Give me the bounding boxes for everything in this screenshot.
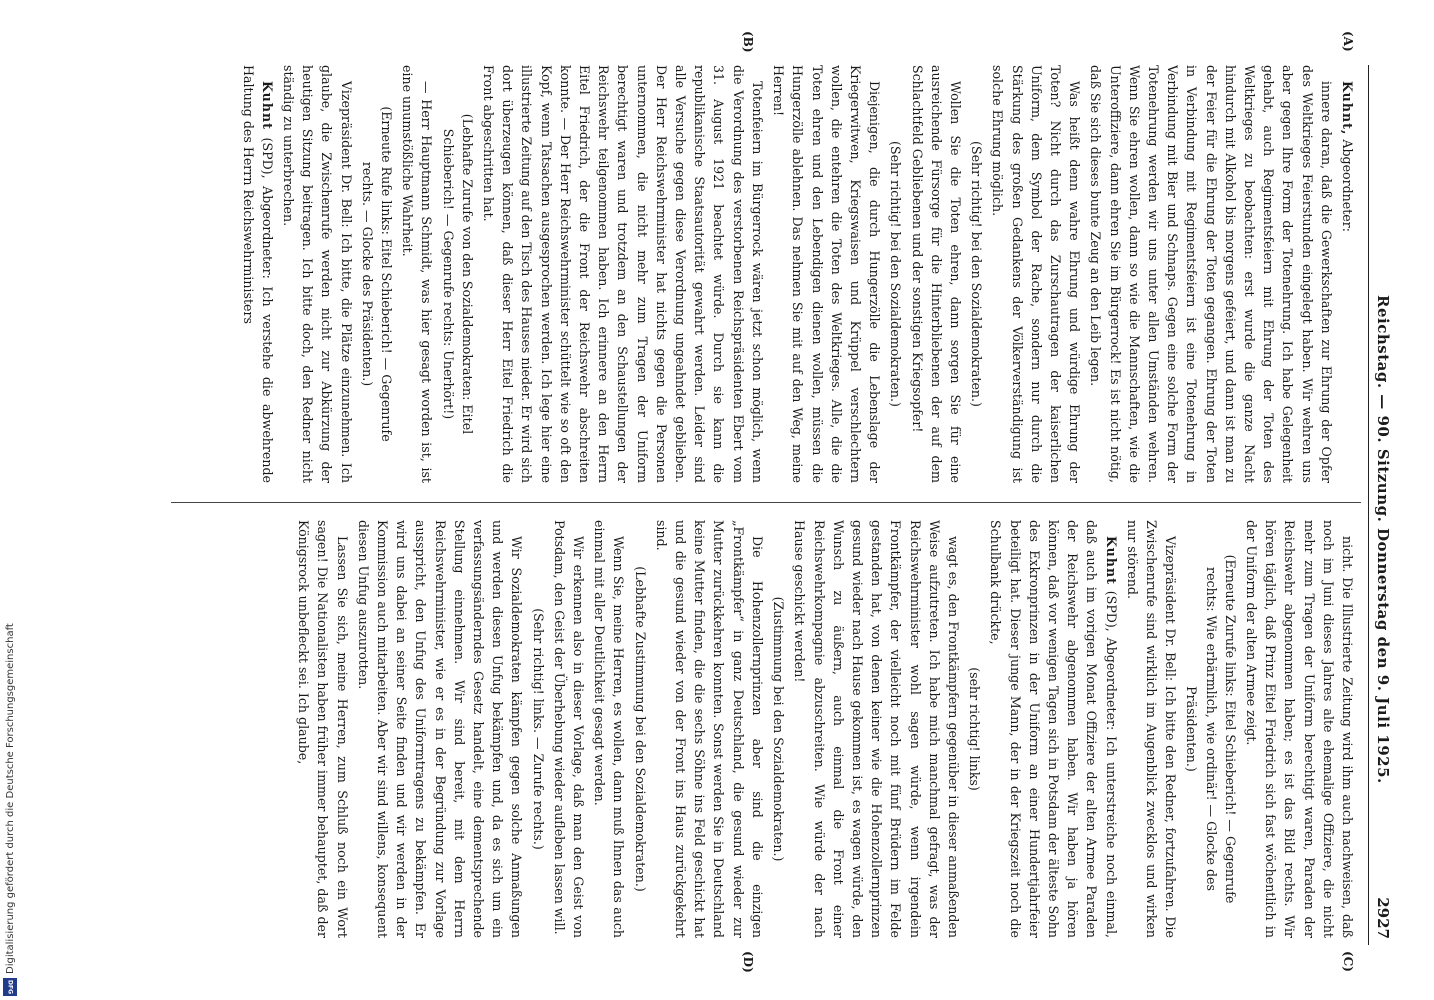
body-paragraph: — Herr Hauptmann Schmidt, was hier gesagt worden ist, ist eine unumstößliche Wahrheit. [400, 65, 435, 483]
speaker-paragraph [238, 65, 276, 483]
interjection: (Lebhafte Zurufe von den Sozialdemokraten: Eitel Schieberich! — Gegenrufe rechts: Unerhört!) [440, 113, 475, 435]
margin-marker-a: (A) [1341, 31, 1355, 52]
body-paragraph: Wir Sozialdemokraten kämpfen gegen solche Anmaßungen und werden diesen Unfug bekämpfen und, da es sich um ein verfassungsänderndes Gesetz handelt, eine dementsprechende Stellung einnehmen. Wir sind bereit, mit dem Herrn Reichswehrminister, wie er es in der Begründung zur Vorlage ausspricht, den Unfug des Uniformtragens zu bekämpfen. Er wird uns dabei an seiner Seite finden und wir werden in der Kommission auch mitarbeiten. Aber wir sind willens, konsequent diesen Unfug auszurotten. [355, 520, 525, 938]
body-paragraph: Totenfeiern im Bürgerrock wären jetzt schon möglich, wenn die Verordnung des verstorbenen Reichspräsidenten Ebert vom 31. August 1921 beachtet würde. Durch sie kann die republikanische Staatsautorität gewahrt werden. Leider sind alle Versuche gegen diese Verordnung ungeahndet geblieben. Der Herr Reichswehrminister hat nichts gegen die Personen unternommen, die nicht mehr zum Tragen der Uniform berechtigt waren und trotzdem an den Schaustellungen der Reichswehr teilgenommen haben. Ich erinnere an den Herrn Eitel Friedrich, der die Front der Reichswehr abschreiten konnte. — Der Herr Reichswehrminister schüttelt wie so oft den Kopf, wenn Tatsachen ausgesprochen werden. Ich lege hier eine illustrierte Zeitung auf den Tisch des Hauses nieder. Er wird sich dort überzeugen können, daß dieser Herr Eitel Friedrich die Front abgeschritten hat. [481, 65, 765, 483]
interjection: (sehr richtig! links) [967, 667, 983, 791]
credit-text: Digitalisierung gefördert durch die Deutsche Forschungsgemeinschaft [5, 623, 16, 974]
speaker-paragraph [986, 520, 1120, 938]
interjection: (Sehr richtig! bei den Sozialdemokraten.) [888, 141, 904, 407]
body-paragraph: Vizepräsident Dr. Bell: Ich bitte den Redner, fortzufahren. Die Zwischenrufe sind wirklich im Augenblick zwecklos und wirken nur störend. [1124, 520, 1179, 938]
rotated-newspaper-page [165, 31, 1395, 973]
speaker-role: Abgeordneter: [1340, 135, 1355, 233]
body-paragraph: nicht. Die Illustrierte Zeitung wird ihm auch nachweisen, daß noch im Juni dieses Jahres alte ehemalige Offiziere, die nicht mehr zum Tragen der Uniform berechtigt waren, Paraden der Reichswehr abgenommen haben; es ist das Bild rechts. Wir hören täglich, daß Prinz Eitel Friedrich sich fast wöchentlich in der Uniform der alten Armee zeigt. [1243, 520, 1355, 938]
interjection: (Zustimmung bei den Sozialdemokraten.) [771, 596, 787, 862]
column-divider [171, 502, 1361, 503]
body-paragraph: Wir erkennen also in dieser Vorlage, daß man den Geist von Potsdam, den Geist der Überhebung wieder aufleben lassen will. [551, 520, 587, 938]
interjection: (Erneute Zurufe links: Eitel Schieberich! — Gegenrufe rechts: Wie erbärmlich, wie ordinär! — Glocke des Präsidenten.) [1184, 554, 1238, 904]
margin-marker-d: (D) [741, 951, 755, 973]
margin-marker-c: (C) [1341, 951, 1355, 972]
body-paragraph: Die Hohenzollernprinzen aber sind die einzigen „Frontkämpfer“ in ganz Deutschland, die gesund wieder zur Mutter zurückkehren konnten. Sonst werden Sie in Deutschland keine Mutter finden, die die sechs Söhne ins Feld geschickt hat und die gesund wieder von der Front ins Haus zurückgekehrt sind. [653, 520, 765, 938]
interjection: (Erneute Rufe links: Eitel Schieberich! — Gegenrufe rechts. — Glocke des Präsidenten.) [359, 106, 395, 442]
speaker-role: (SPD), Abgeordneter: [259, 129, 275, 287]
interjection: (Lebhafte Zustimmung bei den Sozialdemokraten.) [632, 566, 648, 892]
body-paragraph: Was heißt denn wahre Ehrung und würdige Ehrung der Toten? Nicht durch das Zurschautragen der kaiserlichen Uniform, dem Symbol der Rache, sondern nur durch die Stärkung des großen Gedankens der Völkerverständigung ist solche Ehrung möglich. [990, 65, 1083, 483]
dfg-logo-icon: DFG [3, 978, 17, 996]
speaker-role: (SPD), Abgeordneter: [1103, 584, 1119, 737]
body-paragraph: innere daran, daß die Gewerkschaften zur Ehrung der Opfer des Weltkrieges Feierstunden eingelegt haben. Wir wehren uns aber gegen Ihre Form der Totenehrung. Ich habe Gelegenheit gehabt, auch Regimentsfeiern mit Ehrung der Toten des Weltkrieges zu beobachten: erst wurde die ganze Nacht hindurch mit Alkohol bis morgens gefeiert, und dann ist man zu der Feier für die Ehrung der Toten gegangen. Ehrung der Toten in Verbindung mit Regimentsfeiern ist eine Totenehrung in Verbindung mit Bier und Schnaps. Gegen eine solche Form der Totenehrung werden wir uns unter allen Umständen wehren. Wenn Sie ehren wollen, dann so wie die Mannschaften, wie die Unteroffiziere, dann ehren Sie im Bürgerrock! Es ist nicht nötig, daß Sie sich dieses bunte Zeug an den Leib legen. [1088, 65, 1334, 483]
body-paragraph: Lassen Sie sich, meine Herren, zum Schluß noch ein Wort sagen! Die Nationalisten haben früher immer behauptet, daß der Königsrock unbefleckt sei. Ich glaube, [296, 520, 350, 938]
interjection: (Sehr richtig! links. — Zurufe rechts.) [530, 608, 546, 850]
speaker-paragraph [1338, 65, 1357, 483]
body-paragraph: Vizepräsident Dr. Bell: Ich bitte, die Plätze einzunehmen. Ich glaube, die Zwischenrufe werden nicht zur Abkürzung der heutigen Sitzung beitragen. Ich bitte doch, den Redner nicht ständig zu unterbrechen. [281, 65, 354, 483]
running-head-title: Reichstag. — 90. Sitzung. Donnerstag den 9. Juli 1925. [1374, 295, 1392, 784]
speaker-name: Kuhnt, [1340, 81, 1355, 136]
digitization-credit [2, 554, 20, 994]
running-head [1368, 65, 1395, 945]
left-text-column [177, 65, 1357, 483]
speaker-name: Kuhnt [1103, 536, 1119, 585]
body-paragraph: Diejenigen, die durch Hungerzölle die Lebenslage der Kriegerwitwen, Kriegswaisen und Krüppel verschlechtern wollen, die entehren die Toten des Weltkrieges. Alle, die die Toten ehren und den Lebendigen dienen wollen, müssen die Hungerzölle ablehnen. Das nehmen Sie mit auf den Weg, meine Herren! [771, 65, 883, 483]
speaker-name: Kuhnt [259, 81, 275, 130]
margin-marker-b: (B) [741, 31, 755, 53]
interjection: (Sehr richtig! bei den Sozialdemokraten.) [969, 141, 985, 407]
page-number: 2927 [1374, 897, 1392, 939]
body-paragraph: Wenn Sie, meine Herren, es wollen, dann muß Ihnen das auch einmal mit aller Deutlichkeit gesagt werden. [592, 520, 627, 938]
right-text-column [177, 520, 1357, 938]
body-paragraph: Wollen Sie die Toten ehren, dann sorgen Sie für eine ausreichende Fürsorge für die Hinterbliebenen der auf dem Schlachtfeld Gebliebenen und der sonstigen Kriegsopfer! [909, 65, 963, 483]
speech-text: Ich verstehe die abwehrende Haltung des Herrn Reichswehrministers [240, 65, 275, 483]
body-paragraph: wagt es, den Frontkämpfern gegenüber in dieser anmaßenden Weise aufzutreten. Ich habe mich manchmal gefragt, was der Reichswehrminister wohl sagen würde, wenn irgendein Frontkämpfer, der vielleicht noch mit fünf Brüdern im Felde gestanden hat, von denen keiner wie die Hohenzollernprinzen gesund wieder nach Hause gekommen ist, es wagen würde, den Wunsch zu äußern, auch einmal die Front einer Reichswehrkompagnie abzuschreiten. Wie würde der nach Hause geschickt werden! [792, 520, 961, 938]
speech-text: Ich unterstreiche noch einmal, daß auch im vorigen Monat Offiziere der alten Armee Paraden der Reichswehr abgenommen haben. Wir haben ja hören können, daß vor wenigen Tagen sich in Potsdam der älteste Sohn des Exkronprinzen in der Uniform an einer Hundertjahrfeier beteiligt hat. Dieser junge Mann, der in der Kriegszeit noch die Schulbank drückte, [988, 520, 1119, 938]
